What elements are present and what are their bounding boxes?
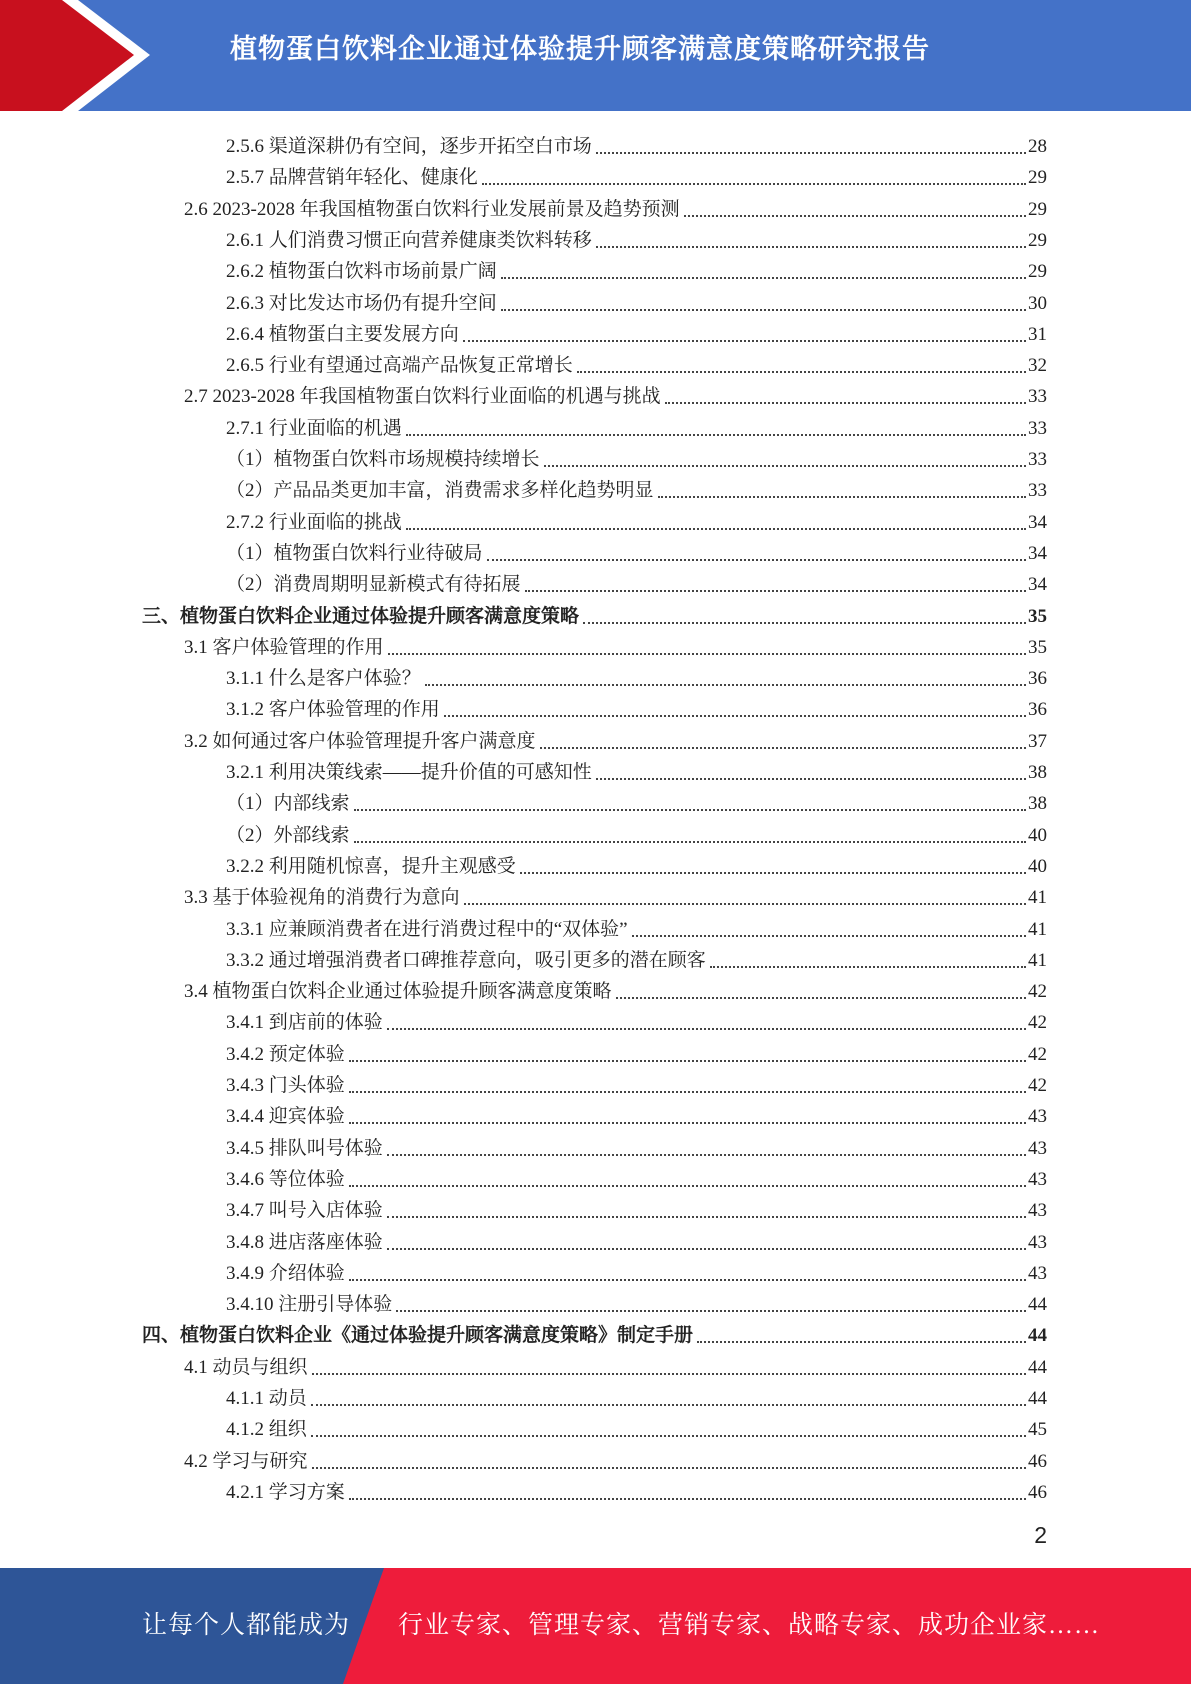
toc-entry-page: 44 bbox=[1028, 1388, 1047, 1409]
toc-entry-label: 3.3.2 通过增强消费者口碑推荐意向，吸引更多的潜在顾客 bbox=[226, 949, 706, 971]
toc-entry-page: 31 bbox=[1028, 323, 1047, 345]
toc-dot-leader bbox=[354, 841, 1026, 843]
toc-entry[interactable] bbox=[184, 190, 1047, 221]
toc-entry-label: 3.2 如何通过客户体验管理提升客户满意度 bbox=[184, 730, 536, 752]
toc-dot-leader bbox=[311, 1435, 1026, 1437]
toc-entry-label: 3.4.7 叫号入店体验 bbox=[226, 1200, 383, 1222]
toc-dot-leader bbox=[406, 434, 1026, 436]
toc-entry[interactable] bbox=[226, 346, 1047, 377]
toc-entry-page: 42 bbox=[1028, 981, 1047, 1003]
toc-entry-label: （2）外部线索 bbox=[226, 824, 350, 846]
toc-entry[interactable] bbox=[226, 941, 1047, 972]
toc-entry[interactable] bbox=[184, 878, 1047, 909]
toc-entry[interactable] bbox=[226, 534, 1047, 565]
toc-entry-label: 3.1 客户体验管理的作用 bbox=[184, 636, 384, 658]
toc-entry-label: 3.3 基于体验视角的消费行为意向 bbox=[184, 887, 460, 909]
toc-entry-label: （2）产品品类更加丰富，消费需求多样化趋势明显 bbox=[226, 480, 654, 502]
toc-entry[interactable] bbox=[226, 1254, 1047, 1285]
toc-entry[interactable] bbox=[184, 377, 1047, 408]
toc-entry-label: 2.6.3 对比发达市场仍有提升空间 bbox=[226, 292, 497, 314]
toc-entry[interactable] bbox=[226, 565, 1047, 596]
toc-dot-leader bbox=[354, 809, 1026, 811]
toc-dot-leader bbox=[544, 465, 1026, 467]
toc-entry-page: 33 bbox=[1028, 480, 1047, 502]
toc-dot-leader bbox=[501, 277, 1026, 279]
toc-dot-leader bbox=[349, 1185, 1026, 1187]
toc-entry-page: 32 bbox=[1028, 355, 1047, 377]
toc-entry[interactable] bbox=[226, 1003, 1047, 1034]
toc-entry[interactable] bbox=[226, 753, 1047, 784]
toc-dot-leader bbox=[596, 246, 1026, 248]
toc-dot-leader bbox=[396, 1310, 1026, 1312]
toc-dot-leader bbox=[387, 1154, 1026, 1156]
toc-entry-page: 43 bbox=[1028, 1137, 1047, 1159]
toc-entry[interactable] bbox=[226, 1066, 1047, 1097]
toc-dot-leader bbox=[425, 684, 1026, 686]
page-number: 2 bbox=[1034, 1522, 1047, 1548]
toc-entry-page: 33 bbox=[1028, 449, 1047, 470]
toc-entry[interactable] bbox=[184, 972, 1047, 1003]
toc-entry[interactable] bbox=[226, 1410, 1047, 1441]
toc-entry[interactable] bbox=[226, 1097, 1047, 1128]
toc-entry-page: 29 bbox=[1028, 167, 1047, 189]
toc-entry-page: 28 bbox=[1028, 136, 1047, 157]
toc-entry-page: 33 bbox=[1028, 417, 1047, 439]
toc-dot-leader bbox=[406, 528, 1026, 530]
toc-entry-page: 43 bbox=[1028, 1231, 1047, 1253]
toc-entry-label: 2.5.7 品牌营销年轻化、健康化 bbox=[226, 167, 478, 189]
toc-entry-page: 38 bbox=[1028, 762, 1047, 783]
toc-entry-label: 3.4.1 到店前的体验 bbox=[226, 1012, 383, 1034]
toc-entry-page: 29 bbox=[1028, 198, 1047, 220]
toc-entry-label: 3.4.2 预定体验 bbox=[226, 1043, 345, 1065]
toc-dot-leader bbox=[665, 402, 1026, 404]
toc-dot-leader bbox=[349, 1498, 1026, 1500]
footer-slogan-left: 让每个人都能成为 bbox=[142, 1612, 351, 1639]
toc-entry[interactable] bbox=[226, 471, 1047, 502]
toc-dot-leader bbox=[658, 496, 1026, 498]
toc-entry-label: （2）消费周期明显新模式有待拓展 bbox=[226, 574, 521, 596]
toc-entry-page: 44 bbox=[1028, 1356, 1047, 1378]
toc-entry-label: 3.4.9 介绍体验 bbox=[226, 1262, 345, 1284]
toc-entry-label: 2.6 2023-2028 年我国植物蛋白饮料行业发展前景及趋势预测 bbox=[184, 198, 680, 220]
toc-entry[interactable] bbox=[226, 847, 1047, 878]
toc-entry[interactable] bbox=[184, 1442, 1047, 1473]
toc-entry-label: 3.4 植物蛋白饮料企业通过体验提升顾客满意度策略 bbox=[184, 981, 612, 1003]
toc-dot-leader bbox=[616, 997, 1026, 999]
toc-entry-label: 四、植物蛋白饮料企业《通过体验提升顾客满意度策略》制定手册 bbox=[142, 1325, 694, 1347]
toc-dot-leader bbox=[501, 309, 1026, 311]
toc-entry-label: 2.6.4 植物蛋白主要发展方向 bbox=[226, 323, 459, 345]
toc-entry-label: 4.1.2 组织 bbox=[226, 1419, 307, 1441]
toc-dot-leader bbox=[540, 747, 1026, 749]
toc-entry-label: 4.1.1 动员 bbox=[226, 1388, 307, 1409]
toc-dot-leader bbox=[349, 1091, 1026, 1093]
toc-entry-label: 3.4.8 进店落座体验 bbox=[226, 1231, 383, 1253]
toc-entry-page: 45 bbox=[1028, 1419, 1047, 1441]
toc-entry-page: 36 bbox=[1028, 699, 1047, 721]
toc-entry-page: 34 bbox=[1028, 511, 1047, 533]
toc-dot-leader bbox=[684, 215, 1026, 217]
toc-entry[interactable] bbox=[226, 315, 1047, 346]
toc-entry-label: 3.1.2 客户体验管理的作用 bbox=[226, 699, 440, 721]
toc-entry-page: 36 bbox=[1028, 668, 1047, 690]
toc-entry-page: 29 bbox=[1028, 261, 1047, 283]
toc-entry-label: 2.6.5 行业有望通过高端产品恢复正常增长 bbox=[226, 355, 573, 377]
toc-entry[interactable] bbox=[184, 628, 1047, 659]
toc-entry-label: 3.4.4 迎宾体验 bbox=[226, 1106, 345, 1128]
toc-dot-leader bbox=[577, 371, 1026, 373]
toc-entry-label: 3.4.10 注册引导体验 bbox=[226, 1294, 393, 1316]
toc-entry-label: 2.7.1 行业面临的机遇 bbox=[226, 417, 402, 439]
toc-entry-page: 29 bbox=[1028, 229, 1047, 251]
toc-entry-page: 43 bbox=[1028, 1106, 1047, 1128]
toc-entry[interactable] bbox=[226, 503, 1047, 534]
toc-dot-leader bbox=[583, 622, 1026, 624]
toc-entry[interactable] bbox=[226, 158, 1047, 189]
toc-dot-leader bbox=[388, 653, 1026, 655]
toc-entry-page: 43 bbox=[1028, 1262, 1047, 1284]
toc-entry-page: 41 bbox=[1028, 887, 1047, 909]
toc-entry-page: 34 bbox=[1028, 574, 1047, 596]
toc-entry-page: 38 bbox=[1028, 793, 1047, 815]
toc-dot-leader bbox=[710, 966, 1026, 968]
toc-entry-page: 44 bbox=[1028, 1325, 1047, 1347]
toc-entry-page: 42 bbox=[1028, 1075, 1047, 1096]
toc-dot-leader bbox=[349, 1060, 1026, 1062]
toc-entry-label: 2.5.6 渠道深耕仍有空间，逐步开拓空白市场 bbox=[226, 136, 592, 157]
toc-entry-page: 40 bbox=[1028, 855, 1047, 877]
toc-entry[interactable] bbox=[226, 409, 1047, 440]
toc-dot-leader bbox=[444, 715, 1026, 717]
toc-entry-label: 3.4.6 等位体验 bbox=[226, 1168, 345, 1190]
toc-dot-leader bbox=[387, 1216, 1026, 1218]
toc-entry-page: 42 bbox=[1028, 1012, 1047, 1034]
toc-dot-leader bbox=[520, 872, 1026, 874]
toc-entry[interactable] bbox=[226, 816, 1047, 847]
toc-entry[interactable] bbox=[226, 127, 1047, 158]
toc-entry-page: 33 bbox=[1028, 386, 1047, 408]
toc-entry-label: （1）内部线索 bbox=[226, 793, 350, 815]
toc-entry-label: 2.7.2 行业面临的挑战 bbox=[226, 511, 402, 533]
toc-dot-leader bbox=[387, 1028, 1026, 1030]
toc-entry-page: 43 bbox=[1028, 1168, 1047, 1190]
toc-entry[interactable] bbox=[184, 1348, 1047, 1379]
toc-entry-page: 41 bbox=[1028, 918, 1047, 940]
toc-entry-label: 3.4.5 排队叫号体验 bbox=[226, 1137, 383, 1159]
toc-entry-page: 46 bbox=[1028, 1450, 1047, 1472]
toc-entry-label: （1）植物蛋白饮料行业待破局 bbox=[226, 542, 483, 564]
toc-entry[interactable] bbox=[226, 284, 1047, 315]
toc-entry[interactable] bbox=[226, 659, 1047, 690]
toc-dot-leader bbox=[349, 1122, 1026, 1124]
toc-entry[interactable] bbox=[226, 1223, 1047, 1254]
toc-entry[interactable] bbox=[226, 1473, 1047, 1504]
page-header bbox=[0, 0, 1191, 111]
toc-dot-leader bbox=[487, 559, 1026, 561]
toc-entry[interactable] bbox=[226, 1035, 1047, 1066]
toc-entry-label: 2.6.2 植物蛋白饮料市场前景广阔 bbox=[226, 261, 497, 283]
toc-dot-leader bbox=[596, 152, 1026, 154]
toc-entry[interactable] bbox=[226, 1160, 1047, 1191]
toc-entry-label: 3.2.2 利用随机惊喜，提升主观感受 bbox=[226, 855, 516, 877]
toc-dot-leader bbox=[312, 1373, 1026, 1375]
toc-dot-leader bbox=[387, 1248, 1026, 1250]
footer-slogan-right: 行业专家、管理专家、营销专家、战略专家、成功企业家…… bbox=[398, 1612, 1101, 1639]
toc-entry-label: 3.2.1 利用决策线索——提升价值的可感知性 bbox=[226, 762, 592, 783]
toc-entry[interactable] bbox=[226, 1379, 1047, 1410]
toc-entry-label: 2.7 2023-2028 年我国植物蛋白饮料行业面临的机遇与挑战 bbox=[184, 386, 661, 408]
toc-entry-page: 40 bbox=[1028, 824, 1047, 846]
toc-entry[interactable] bbox=[226, 1129, 1047, 1160]
toc-dot-leader bbox=[525, 590, 1026, 592]
toc-entry-page: 43 bbox=[1028, 1200, 1047, 1222]
toc-entry[interactable] bbox=[226, 221, 1047, 252]
toc-dot-leader bbox=[464, 903, 1026, 905]
toc-entry-label: 三、植物蛋白饮料企业通过体验提升顾客满意度策略 bbox=[142, 605, 580, 627]
toc-entry[interactable] bbox=[226, 252, 1047, 283]
toc-entry-label: 4.2 学习与研究 bbox=[184, 1450, 308, 1472]
report-title: 植物蛋白饮料企业通过体验提升顾客满意度策略研究报告 bbox=[230, 34, 930, 65]
toc-entry[interactable] bbox=[226, 440, 1047, 471]
toc-entry-label: 4.1 动员与组织 bbox=[184, 1356, 308, 1378]
toc-entry-page: 30 bbox=[1028, 292, 1047, 314]
toc-entry[interactable] bbox=[226, 1285, 1047, 1316]
toc-entry[interactable] bbox=[142, 597, 1047, 628]
toc-entry-label: 2.6.1 人们消费习惯正向营养健康类饮料转移 bbox=[226, 229, 592, 251]
toc-dot-leader bbox=[312, 1467, 1026, 1469]
toc-entry[interactable] bbox=[226, 1191, 1047, 1222]
page-footer bbox=[0, 1568, 1191, 1684]
toc-entry-page: 37 bbox=[1028, 730, 1047, 752]
toc-entry-page: 34 bbox=[1028, 542, 1047, 564]
toc-entry-page: 41 bbox=[1028, 949, 1047, 971]
toc-entry-page: 35 bbox=[1028, 605, 1047, 627]
toc-entry-label: 3.3.1 应兼顾消费者在进行消费过程中的“双体验” bbox=[226, 918, 628, 940]
toc-entry[interactable] bbox=[142, 1316, 1047, 1347]
toc-entry-page: 42 bbox=[1028, 1043, 1047, 1065]
toc-entry-label: 4.2.1 学习方案 bbox=[226, 1481, 345, 1503]
toc-entry[interactable] bbox=[226, 910, 1047, 941]
toc-entry-page: 35 bbox=[1028, 636, 1047, 658]
toc-entry[interactable] bbox=[226, 784, 1047, 815]
toc-dot-leader bbox=[632, 935, 1026, 937]
toc-entry-label: （1）植物蛋白饮料市场规模持续增长 bbox=[226, 449, 540, 470]
toc-dot-leader bbox=[697, 1341, 1026, 1343]
toc-dot-leader bbox=[482, 183, 1026, 185]
toc-entry-page: 46 bbox=[1028, 1481, 1047, 1503]
toc-dot-leader bbox=[463, 340, 1026, 342]
toc-dot-leader bbox=[311, 1404, 1026, 1406]
toc-dot-leader bbox=[349, 1279, 1026, 1281]
toc-entry[interactable] bbox=[226, 690, 1047, 721]
toc-entry[interactable] bbox=[184, 722, 1047, 753]
toc-entry-label: 3.4.3 门头体验 bbox=[226, 1075, 345, 1096]
toc-dot-leader bbox=[596, 778, 1026, 780]
toc-entry-page: 44 bbox=[1028, 1294, 1047, 1316]
toc-entry-label: 3.1.1 什么是客户体验？ bbox=[226, 668, 421, 690]
